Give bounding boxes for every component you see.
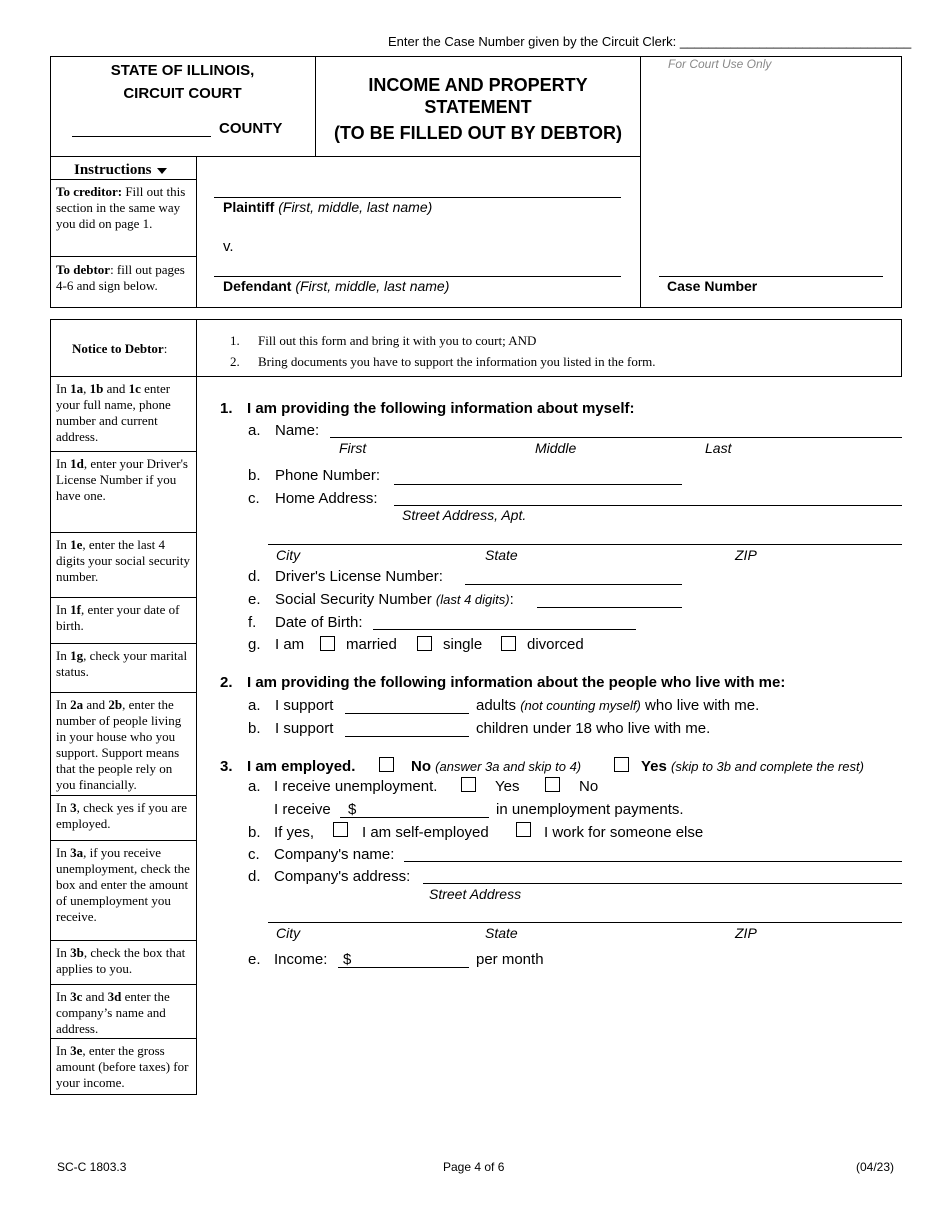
company-city-state-zip-field[interactable] bbox=[268, 922, 902, 923]
side-note bbox=[51, 377, 196, 451]
side-note-text: , check yes if you are employed. bbox=[56, 800, 188, 831]
side-note-ref: 3d bbox=[107, 989, 122, 1004]
married-checkbox[interactable] bbox=[320, 636, 335, 651]
county-field[interactable] bbox=[72, 136, 211, 137]
income-dollar-sign: $ bbox=[343, 951, 352, 968]
ssn-field[interactable] bbox=[537, 607, 682, 608]
side-note-ref: 2b bbox=[108, 697, 123, 712]
employed-yes-checkbox[interactable] bbox=[614, 757, 629, 772]
side-note-text: In bbox=[56, 945, 71, 960]
versus: v. bbox=[223, 238, 234, 255]
employed-no-text: No bbox=[411, 758, 431, 775]
dob-label: Date of Birth: bbox=[275, 614, 363, 631]
adults-label: adults bbox=[476, 697, 517, 714]
caret-down-icon bbox=[157, 168, 167, 174]
notice-label-text: Notice to Debtor bbox=[72, 341, 164, 356]
side-note bbox=[51, 940, 196, 984]
instruction-debtor bbox=[51, 256, 196, 308]
s3-e-letter: e. bbox=[248, 951, 261, 968]
s1-c-letter: c. bbox=[248, 490, 260, 507]
income-after: per month bbox=[476, 951, 544, 968]
section1-title: I am providing the following information about myself: bbox=[247, 400, 635, 417]
s1-b-letter: b. bbox=[248, 467, 261, 484]
company-city-hint: City bbox=[276, 925, 301, 941]
employed-no-hint: (answer 3a and skip to 4) bbox=[435, 759, 582, 774]
s1-e-letter: e. bbox=[248, 591, 261, 608]
side-note bbox=[51, 643, 196, 692]
unemployment-no-checkbox[interactable] bbox=[545, 777, 560, 792]
side-note-text: In bbox=[56, 1043, 71, 1058]
s2-a-after bbox=[476, 697, 759, 714]
side-note-text: and bbox=[103, 381, 129, 396]
side-note-text: In bbox=[56, 989, 71, 1004]
s1-name-label: Name: bbox=[275, 422, 320, 439]
instruction-debtor-text: : fill out pages 4-6 and sign below. bbox=[56, 262, 185, 293]
divorced-label: divorced bbox=[527, 636, 584, 653]
s1-f-letter: f. bbox=[248, 614, 257, 631]
dob-field[interactable] bbox=[373, 629, 636, 630]
side-note-text: , check the box that applies to you. bbox=[56, 945, 186, 976]
home-address-label: Home Address: bbox=[275, 490, 378, 507]
license-field[interactable] bbox=[465, 584, 682, 585]
employed-yes-hint: (skip to 3b and complete the rest) bbox=[671, 759, 864, 774]
side-note bbox=[51, 795, 196, 840]
s2-b-label: I support bbox=[275, 720, 334, 737]
notice-item-2 bbox=[230, 354, 656, 370]
children-after: children under 18 who live with me. bbox=[476, 720, 711, 737]
home-city-state-zip-field[interactable] bbox=[268, 544, 902, 545]
instructions-heading bbox=[74, 162, 167, 179]
form-title-line2: STATEMENT bbox=[424, 97, 532, 117]
unemployment-yes-checkbox[interactable] bbox=[461, 777, 476, 792]
side-note bbox=[51, 984, 196, 1038]
children-count-field[interactable] bbox=[345, 736, 469, 737]
section1-num: 1. bbox=[220, 400, 233, 417]
company-state-hint: State bbox=[485, 925, 518, 941]
side-note-ref: 3b bbox=[70, 945, 84, 960]
case-number-label: Case Number bbox=[667, 278, 758, 294]
single-label: single bbox=[443, 636, 483, 653]
side-note bbox=[51, 692, 196, 795]
company-street-field[interactable] bbox=[423, 883, 902, 884]
side-note-ref: 1g bbox=[70, 648, 84, 663]
employed-no-checkbox[interactable] bbox=[379, 757, 394, 772]
section3-num: 3. bbox=[220, 758, 233, 775]
instruction-creditor-text: Fill out this section in the same way you did on page 1. bbox=[56, 184, 186, 231]
adults-hint: (not counting myself) bbox=[520, 698, 641, 713]
home-state-hint: State bbox=[485, 547, 518, 563]
defendant-field[interactable] bbox=[214, 276, 621, 277]
side-note-text: In bbox=[56, 800, 71, 815]
side-note-ref: 1b bbox=[89, 381, 104, 396]
instruction-creditor-bold: To creditor: bbox=[56, 184, 123, 199]
side-note-ref: 1a bbox=[70, 381, 84, 396]
side-note bbox=[51, 1038, 196, 1095]
notice-label-colon: : bbox=[163, 341, 168, 356]
company-street-hint: Street Address bbox=[429, 886, 522, 902]
employed-yes-label bbox=[641, 758, 864, 775]
s3-a-letter: a. bbox=[248, 778, 261, 795]
notice-divider bbox=[196, 319, 197, 377]
work-for-someone-label: I work for someone else bbox=[544, 824, 704, 841]
home-city-hint: City bbox=[276, 547, 301, 563]
form-title bbox=[316, 74, 640, 144]
s1-d-letter: d. bbox=[248, 568, 261, 585]
single-checkbox[interactable] bbox=[417, 636, 432, 651]
form-title-line3: (TO BE FILLED OUT BY DEBTOR) bbox=[333, 123, 622, 143]
self-employed-label: I am self-employed bbox=[362, 824, 489, 841]
employed-no-label bbox=[411, 758, 581, 775]
side-note-text: , if you receive unemployment, check the box and enter the amount of unemployment you receive. bbox=[56, 845, 190, 924]
if-yes-label: If yes, bbox=[274, 824, 315, 841]
phone-label: Phone Number: bbox=[275, 467, 381, 484]
notice-item-1-num: 1. bbox=[230, 333, 240, 348]
s2-b-letter: b. bbox=[248, 720, 261, 737]
form-title-line1: INCOME AND PROPERTY bbox=[368, 75, 588, 95]
caption-divider-horizontal bbox=[50, 156, 641, 157]
county-label: COUNTY bbox=[219, 120, 283, 137]
side-note-text: In bbox=[56, 845, 71, 860]
side-note bbox=[51, 532, 196, 597]
instruction-debtor-bold: To debtor bbox=[56, 262, 111, 277]
side-note-text: , enter the gross amount (before taxes) for your income. bbox=[56, 1043, 189, 1090]
side-note-text: , enter the number of people living in your house who you support. Support means that the people rely on you financially. bbox=[56, 697, 182, 792]
ssn-label-text: Social Security Number bbox=[275, 591, 432, 608]
side-note-text: enter the company’s name and address. bbox=[56, 989, 170, 1036]
unemployment-after: in unemployment payments. bbox=[496, 801, 684, 818]
unemployment-yes-label: Yes bbox=[495, 778, 520, 795]
plaintiff-label-text: Plaintiff bbox=[223, 199, 275, 215]
s3-b-letter: b. bbox=[248, 824, 261, 841]
side-note-text: enter your full name, phone number and current address. bbox=[56, 381, 171, 444]
work-for-someone-checkbox[interactable] bbox=[516, 822, 531, 837]
side-note-ref: 3 bbox=[70, 800, 77, 815]
company-name-field[interactable] bbox=[404, 861, 902, 862]
side-note-text: and bbox=[83, 697, 109, 712]
s2-a-letter: a. bbox=[248, 697, 261, 714]
adults-count-field[interactable] bbox=[345, 713, 469, 714]
side-note-text: , check your marital status. bbox=[56, 648, 188, 679]
case-number-field[interactable] bbox=[659, 276, 883, 277]
home-street-hint: Street Address, Apt. bbox=[402, 507, 527, 523]
side-note-text: In bbox=[56, 648, 71, 663]
defendant-hint: (First, middle, last name) bbox=[295, 278, 450, 294]
form-revision: (04/23) bbox=[856, 1160, 895, 1174]
notice-item-2-text: Bring documents you have to support the information you listed in the form. bbox=[258, 354, 656, 369]
side-note-text: and bbox=[82, 989, 108, 1004]
name-field[interactable] bbox=[330, 437, 902, 438]
plaintiff-label bbox=[223, 199, 432, 215]
self-employed-checkbox[interactable] bbox=[333, 822, 348, 837]
notice-item-1 bbox=[230, 333, 536, 349]
instructions-heading-text: Instructions bbox=[74, 162, 152, 178]
side-note-text: , enter the last 4 digits your social security number. bbox=[56, 537, 190, 584]
home-zip-hint: ZIP bbox=[735, 547, 757, 563]
side-note-ref: 3c bbox=[70, 989, 83, 1004]
unemployment-label: I receive unemployment. bbox=[274, 778, 438, 795]
side-note-text: , enter your date of birth. bbox=[56, 602, 180, 633]
married-label: married bbox=[346, 636, 397, 653]
side-note bbox=[51, 597, 196, 643]
side-note-ref: 1f bbox=[70, 602, 81, 617]
divorced-checkbox[interactable] bbox=[501, 636, 516, 651]
side-note-text: In bbox=[56, 456, 71, 471]
side-note-text: In bbox=[56, 602, 71, 617]
income-label: Income: bbox=[274, 951, 328, 968]
unemployment-no-label: No bbox=[579, 778, 599, 795]
company-address-label: Company's address: bbox=[274, 868, 411, 885]
side-note-ref: 3e bbox=[70, 1043, 83, 1058]
side-note-text: , enter your Driver's License Number if you have one. bbox=[56, 456, 188, 503]
income-amount-field[interactable] bbox=[338, 967, 469, 968]
name-last-hint: Last bbox=[705, 440, 732, 456]
ssn-label bbox=[275, 591, 514, 608]
unemployment-receive-label: I receive bbox=[274, 801, 331, 818]
s1-g-letter: g. bbox=[248, 636, 261, 653]
s1-a-letter: a. bbox=[248, 422, 261, 439]
company-zip-hint: ZIP bbox=[735, 925, 757, 941]
home-street-field[interactable] bbox=[394, 505, 902, 506]
name-middle-hint: Middle bbox=[535, 440, 577, 456]
side-note-ref: 1d bbox=[70, 456, 84, 471]
phone-field[interactable] bbox=[394, 484, 682, 485]
instruction-creditor bbox=[51, 179, 196, 257]
s3-c-letter: c. bbox=[248, 846, 260, 863]
license-label: Driver's License Number: bbox=[275, 568, 443, 585]
court-name: CIRCUIT COURT bbox=[123, 85, 242, 102]
ssn-hint: (last 4 digits) bbox=[435, 592, 510, 607]
side-note-ref: 1c bbox=[128, 381, 141, 396]
caption-divider-right bbox=[640, 56, 641, 308]
court-use-label: For Court Use Only bbox=[668, 57, 772, 71]
court-state: STATE OF ILLINOIS, bbox=[110, 62, 255, 79]
marital-label: I am bbox=[275, 636, 305, 653]
section3-title: I am employed. bbox=[247, 758, 356, 775]
side-note-text: In bbox=[56, 381, 71, 396]
case-number-prompt: Enter the Case Number given by the Circuit Clerk: ________________________________ bbox=[388, 34, 912, 49]
side-note bbox=[51, 840, 196, 940]
name-first-hint: First bbox=[339, 440, 367, 456]
s2-a-label: I support bbox=[275, 697, 334, 714]
employed-yes-text: Yes bbox=[641, 758, 667, 775]
notice-item-2-num: 2. bbox=[230, 354, 240, 369]
unemployment-amount-field[interactable] bbox=[340, 817, 489, 818]
plaintiff-field[interactable] bbox=[214, 197, 621, 198]
section2-title: I am providing the following information about the people who live with me: bbox=[247, 674, 786, 691]
notice-label bbox=[72, 341, 167, 357]
unemployment-dollar-sign: $ bbox=[348, 801, 357, 818]
defendant-label bbox=[223, 278, 449, 294]
side-note-ref: 3a bbox=[70, 845, 84, 860]
ssn-colon: : bbox=[509, 591, 514, 608]
notice-item-1-text: Fill out this form and bring it with you to court; AND bbox=[258, 333, 537, 348]
section2-num: 2. bbox=[220, 674, 233, 691]
page-number: Page 4 of 6 bbox=[443, 1160, 505, 1174]
company-name-label: Company's name: bbox=[274, 846, 395, 863]
adults-after: who live with me. bbox=[645, 697, 760, 714]
plaintiff-hint: (First, middle, last name) bbox=[278, 199, 433, 215]
defendant-label-text: Defendant bbox=[223, 278, 292, 294]
side-note-text: In bbox=[56, 697, 71, 712]
side-note bbox=[51, 451, 196, 532]
form-id: SC-C 1803.3 bbox=[57, 1160, 127, 1174]
side-note-ref: 2a bbox=[70, 697, 84, 712]
side-note-ref: 1e bbox=[70, 537, 83, 552]
instructions-divider bbox=[196, 156, 197, 308]
side-note-text: , bbox=[83, 381, 90, 396]
side-note-text: In bbox=[56, 537, 71, 552]
s3-d-letter: d. bbox=[248, 868, 261, 885]
